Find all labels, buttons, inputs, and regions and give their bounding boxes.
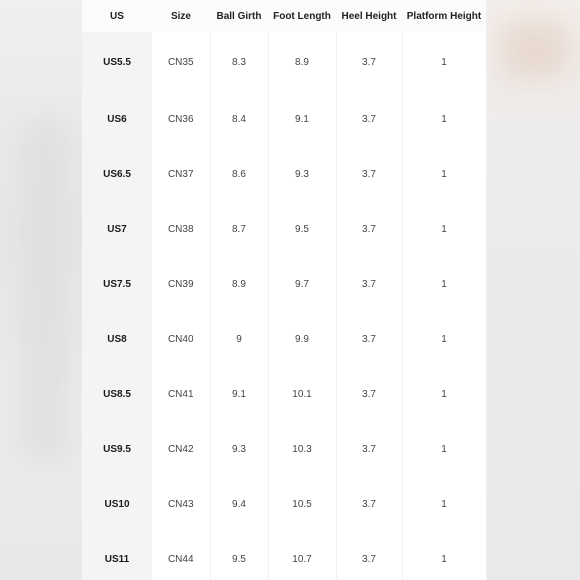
header-size: Size xyxy=(152,0,210,32)
cell-us: US6.5 xyxy=(82,147,152,202)
cell-platform-height: 1 xyxy=(402,32,486,92)
table-row xyxy=(82,367,486,422)
background-right xyxy=(486,0,580,580)
cell-size: CN44 xyxy=(152,532,210,580)
cell-foot-length: 9.7 xyxy=(268,257,336,312)
cell-us: US9.5 xyxy=(82,422,152,477)
cell-foot-length: 10.3 xyxy=(268,422,336,477)
header-heel-height: Heel Height xyxy=(336,0,402,32)
cell-heel-height: 3.7 xyxy=(336,312,402,367)
cell-size: CN43 xyxy=(152,477,210,532)
cell-heel-height: 3.7 xyxy=(336,202,402,257)
cell-size: CN40 xyxy=(152,312,210,367)
cell-size: CN36 xyxy=(152,92,210,147)
header-platform-height: Platform Height xyxy=(402,0,486,32)
cell-platform-height: 1 xyxy=(402,147,486,202)
cell-platform-height: 1 xyxy=(402,92,486,147)
cell-size: CN41 xyxy=(152,367,210,422)
cell-ball-girth: 8.4 xyxy=(210,92,268,147)
cell-foot-length: 10.1 xyxy=(268,367,336,422)
cell-us: US5.5 xyxy=(82,32,152,92)
cell-ball-girth: 9.1 xyxy=(210,367,268,422)
cell-platform-height: 1 xyxy=(402,367,486,422)
cell-us: US8.5 xyxy=(82,367,152,422)
cell-foot-length: 10.5 xyxy=(268,477,336,532)
cell-size: CN42 xyxy=(152,422,210,477)
cell-platform-height: 1 xyxy=(402,257,486,312)
table-row xyxy=(82,312,486,367)
cell-ball-girth: 8.7 xyxy=(210,202,268,257)
cell-heel-height: 3.7 xyxy=(336,147,402,202)
cell-platform-height: 1 xyxy=(402,422,486,477)
cell-us: US7 xyxy=(82,202,152,257)
cell-size: CN38 xyxy=(152,202,210,257)
cell-ball-girth: 8.6 xyxy=(210,147,268,202)
cell-ball-girth: 9.3 xyxy=(210,422,268,477)
table-row xyxy=(82,532,486,580)
cell-foot-length: 9.5 xyxy=(268,202,336,257)
table-row xyxy=(82,477,486,532)
cell-heel-height: 3.7 xyxy=(336,422,402,477)
cell-platform-height: 1 xyxy=(402,477,486,532)
cell-ball-girth: 9.5 xyxy=(210,532,268,580)
cell-heel-height: 3.7 xyxy=(336,532,402,580)
cell-us: US10 xyxy=(82,477,152,532)
cell-us: US6 xyxy=(82,92,152,147)
cell-heel-height: 3.7 xyxy=(336,32,402,92)
table-row xyxy=(82,257,486,312)
cell-foot-length: 10.7 xyxy=(268,532,336,580)
cell-foot-length: 9.1 xyxy=(268,92,336,147)
cell-us: US8 xyxy=(82,312,152,367)
table-row xyxy=(82,92,486,147)
size-chart-table xyxy=(82,0,487,580)
table-row xyxy=(82,202,486,257)
cell-us: US7.5 xyxy=(82,257,152,312)
header-ball-girth: Ball Girth xyxy=(210,0,268,32)
header-foot-length: Foot Length xyxy=(268,0,336,32)
cell-platform-height: 1 xyxy=(402,532,486,580)
cell-size: CN39 xyxy=(152,257,210,312)
cell-ball-girth: 9.4 xyxy=(210,477,268,532)
cell-heel-height: 3.7 xyxy=(336,367,402,422)
cell-heel-height: 3.7 xyxy=(336,257,402,312)
cell-size: CN37 xyxy=(152,147,210,202)
size-chart-body xyxy=(82,32,486,580)
cell-ball-girth: 8.3 xyxy=(210,32,268,92)
cell-heel-height: 3.7 xyxy=(336,477,402,532)
cell-heel-height: 3.7 xyxy=(336,92,402,147)
cell-platform-height: 1 xyxy=(402,312,486,367)
cell-ball-girth: 9 xyxy=(210,312,268,367)
cell-size: CN35 xyxy=(152,32,210,92)
header-us: US xyxy=(82,0,152,32)
cell-foot-length: 9.3 xyxy=(268,147,336,202)
size-chart-header xyxy=(82,0,486,32)
cell-ball-girth: 8.9 xyxy=(210,257,268,312)
background-blur-right xyxy=(500,20,570,80)
cell-us: US11 xyxy=(82,532,152,580)
header-row xyxy=(82,0,486,32)
cell-foot-length: 9.9 xyxy=(268,312,336,367)
cell-foot-length: 8.9 xyxy=(268,32,336,92)
table-row xyxy=(82,32,486,92)
background-blur-left xyxy=(20,120,70,460)
table-row xyxy=(82,422,486,477)
cell-platform-height: 1 xyxy=(402,202,486,257)
table-row xyxy=(82,147,486,202)
